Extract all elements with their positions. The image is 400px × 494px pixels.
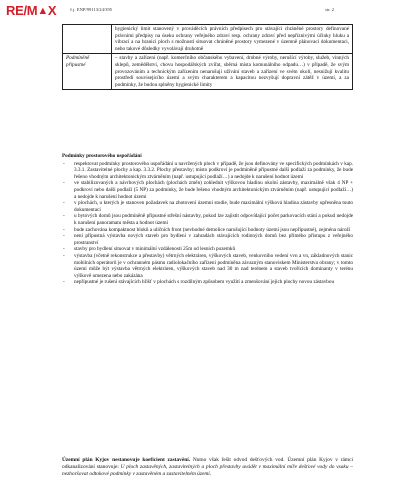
section-title: Podmínky prostorového uspořádání	[62, 153, 142, 159]
list-item: - v plochách, u kterých je stanoven požadavek na zhotovení územní studie, bude maximální výšková hladina zástavby upřesněna touto dokumentací	[62, 200, 353, 213]
page-number: str. 2	[325, 7, 334, 12]
page-header	[40, 7, 334, 12]
conditions-list	[62, 161, 353, 286]
table-row	[63, 25, 353, 54]
row-text: hygienický limit stanovený v prováděcích právních předpisech pro stávající chráněné prostory definované právními předpisy na úseku ochrany veřejného zdraví resp. ochrany zdraví před nepříznivými účinky hluku a vibrací a na hranici ploch s možností situovat chráněné prostory vymezené v územně plánovací dokumentaci, nebo takové důsledky vyvolávají druhotně	[112, 25, 353, 54]
list-item: - ve stabilizovaných a návrhových plochách (plochách změn) zohlednit výškovou hladinu okolní zástavby, maximálně však 4 NP + podkroví nebo další podlaží (5 NP) za podmínky, že bude řešeno vhodným architektonickým ztvárněním (např. ustupující podlaží…) a nedojde k narušení hodnot území	[62, 180, 353, 200]
paragraph-emphasis: U ploch zastavěných, zastavitelných a ploch přestavby uvádět v maximální míře dešťové vody do vsaku – nezhoršovat odtokové podmínky v zastavěném a zastavitelném území.	[62, 463, 353, 477]
list-item: - nepřípustné je rušení stávajících hřišť v plochách s rozdílným způsobem využití a zmenšování jejich plochy novou zástavbou	[62, 279, 353, 286]
list-item: - není přípustná výstavba nových staveb pro bydlení v zahradách stávajících rodinných domů bez přímého přístupu z veřejného prostranství	[62, 233, 353, 246]
row-text: – stavby a zařízení (např. komerčního občanského vybavení, drobné výroby, nerušící výroby, služeb, vinných sklepů, zemědělství, chovu hospodářských zvířat, sběrná místa komunálního odpadu…) v případě, že svým provozováním a technickým zařízením nenarušují užívání staveb a zařízení ve svém okolí, nesnižují kvalitu prostředí souvisejícího území a svým charakterem a kapacitou nezvyšují dopravní zátěž v území, a za podmínky, že budou splněny hygienické limity	[112, 54, 353, 90]
paragraph-text: Nutno však řešit odvod dešťových vod. Územní plán Kyjov v rámci odkanalizování stanovuje:	[62, 457, 353, 470]
remax-logo: RE/M▲X	[6, 2, 66, 19]
row-label: Podmíněně přípustné	[63, 54, 112, 90]
row-label	[63, 25, 112, 54]
list-item: - u bytových domů jsou podmíněně přípustné střešní nástavby, pokud lze zajistit odpovídající počet parkovacích stání a pokud nedojde k narušení panoramatu města a hodnot území	[62, 213, 353, 226]
spatial-conditions-section	[62, 153, 353, 286]
list-item: - respektovat podmínky prostorového uspořádání u navržených ploch v případě, že jsou definovány ve specifických podmínkách v kap. 3.3.1. Zastavitelné plochy a kap. 3.3.2. Plochy přestavby; místo podkroví je podmíněně přípustné další podlaží za podmínky, že bude řešeno vhodným architektonickým ztvárněním (např. ustupující podlaží…) a nedojde k narušení hodnot území	[62, 161, 353, 181]
requirements-table	[62, 24, 353, 90]
list-item: - bude zachována kompaktnost bloků a uličních front (nevhodné demolice narušující hodnoty území jsou nepřípustné), zejména nároží	[62, 227, 353, 234]
paragraph-title: Územní plán Kyjov nestanovuje koeficient zastavění.	[62, 457, 191, 463]
document-reference: č.j. ENP/99113/24/395	[70, 7, 113, 12]
list-item: - stavby pro bydlení situovat v minimální vzdálenosti 25m od lesních pozemků	[62, 246, 353, 253]
list-item: - výstavba (včetně rekonstrukce a přestavby) větrných elektráren, výškových staveb, venkovního vedení vvn a vn, základnových stanic mobilních operátorů je v ochranném pásmu radiolokačního zařízení podmíněna závazným stanoviskem Ministerstva obrany; v tomto území může být výstavba větrných elektráren, výškových staveb nad 30 m nad terénem a staveb tvořících dominanty v terénu výškově omezena nebo zakázána	[62, 253, 353, 279]
coefficient-paragraph	[62, 457, 353, 477]
table-row	[63, 54, 353, 90]
